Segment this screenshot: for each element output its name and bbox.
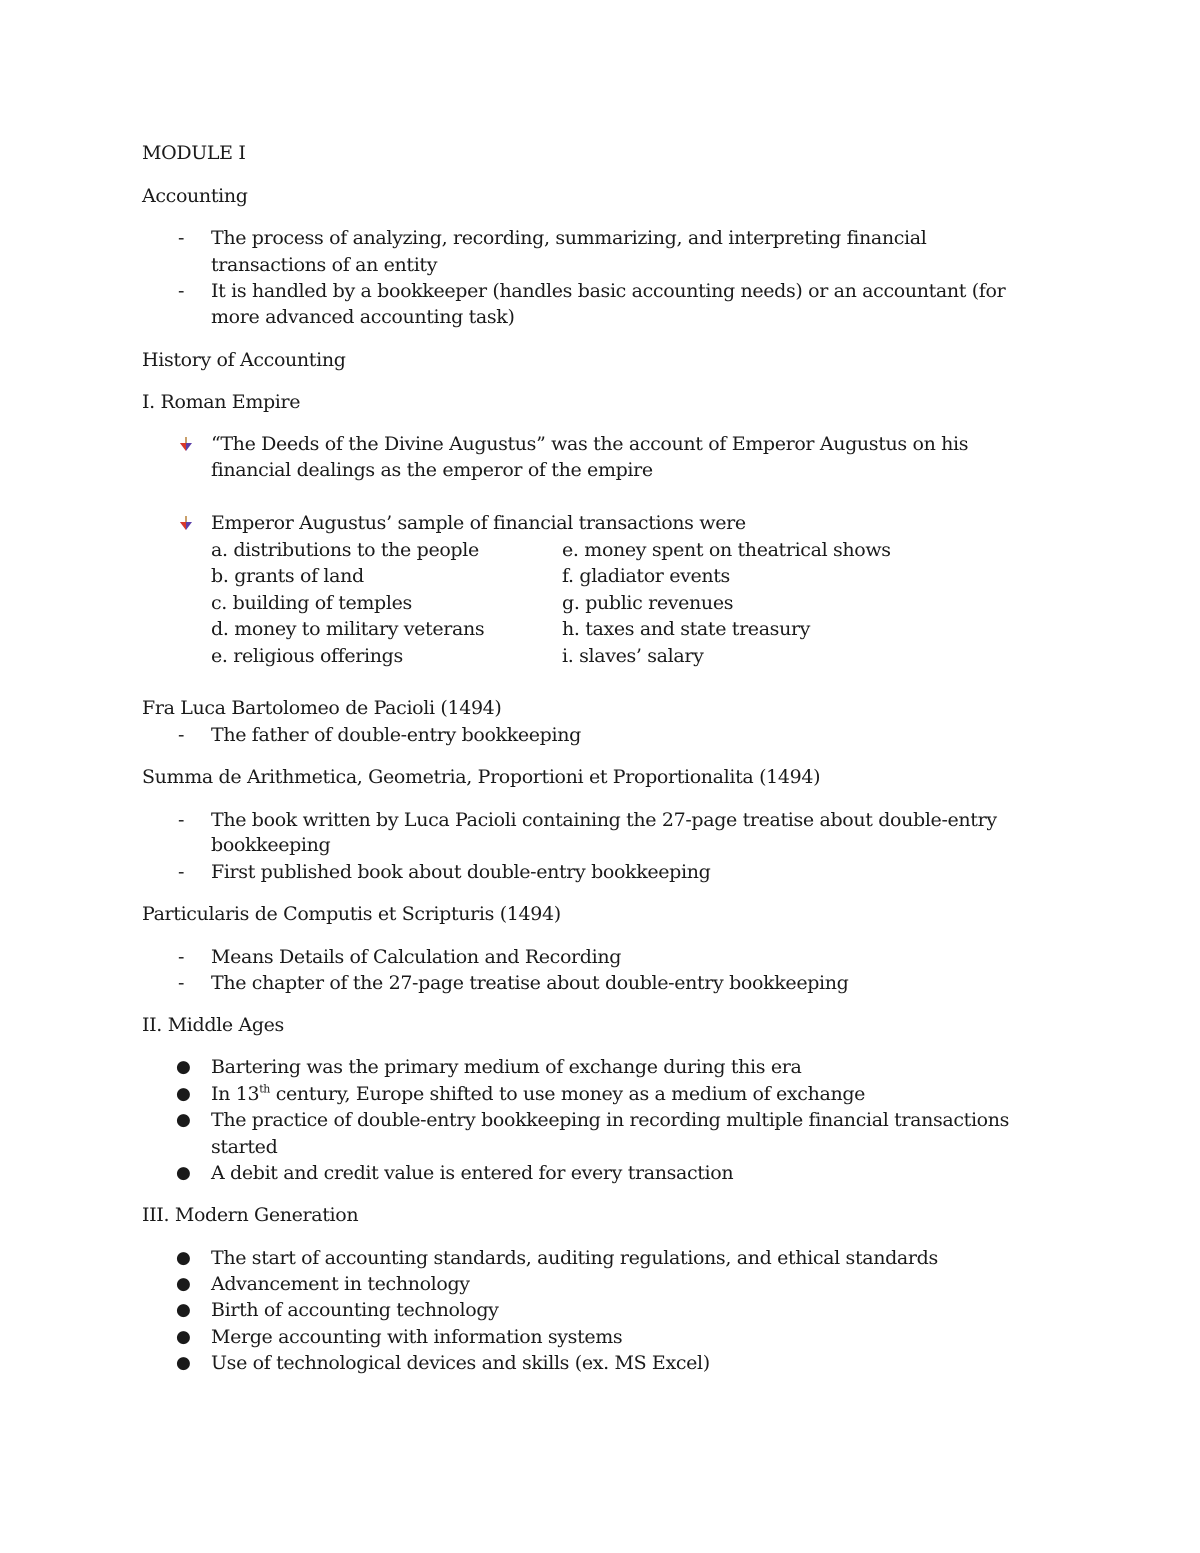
- middle-item-2-pre: In 13: [211, 1083, 260, 1105]
- roman-item-1-line-1: “The Deeds of the Divine Augustus” was the account of Emperor Augustus on his: [211, 433, 969, 455]
- modern-heading: III. Modern Generation: [142, 1204, 359, 1226]
- modern-item: Merge accounting with information systems: [211, 1326, 623, 1348]
- particularis-item-2: The chapter of the 27-page treatise about double-entry bookkeeping: [211, 972, 849, 994]
- middle-item-4: A debit and credit value is entered for every transaction: [211, 1162, 734, 1184]
- accounting-item-2-line-2: more advanced accounting task): [211, 306, 515, 328]
- down-arrow-bullet-icon: [178, 515, 194, 531]
- roman-empire-heading: I. Roman Empire: [142, 391, 301, 413]
- transaction-item: e. religious offerings: [211, 645, 403, 667]
- dash-bullet: -: [178, 809, 185, 831]
- modern-item: Birth of accounting technology: [211, 1299, 499, 1321]
- round-bullet: ●: [176, 1163, 191, 1183]
- round-bullet: ●: [176, 1057, 191, 1077]
- round-bullet: ●: [176, 1327, 191, 1347]
- accounting-item-1-line-1: The process of analyzing, recording, summarizing, and interpreting financial: [211, 227, 927, 249]
- round-bullet: ●: [176, 1084, 191, 1104]
- particularis-heading: Particularis de Computis et Scripturis (1494): [142, 903, 561, 925]
- middle-item-2-sup: th: [259, 1082, 271, 1096]
- summa-heading: Summa de Arithmetica, Geometria, Proportioni et Proportionalita (1494): [142, 766, 821, 788]
- transaction-item: b. grants of land: [211, 565, 364, 587]
- accounting-item-1-line-2: transactions of an entity: [211, 254, 438, 276]
- round-bullet: ●: [176, 1248, 191, 1268]
- middle-ages-heading: II. Middle Ages: [142, 1014, 284, 1036]
- summa-item-1-line-1: The book written by Luca Pacioli containing the 27-page treatise about double-entry: [211, 809, 997, 831]
- roman-item-2: Emperor Augustus’ sample of financial transactions were: [211, 512, 746, 534]
- transaction-item: a. distributions to the people: [211, 539, 479, 561]
- particularis-item-1: Means Details of Calculation and Recording: [211, 946, 622, 968]
- history-heading: History of Accounting: [142, 349, 346, 371]
- modern-item: Advancement in technology: [211, 1273, 470, 1295]
- transaction-item: g. public revenues: [562, 592, 734, 614]
- middle-item-1: Bartering was the primary medium of exchange during this era: [211, 1056, 802, 1078]
- round-bullet: ●: [176, 1110, 191, 1130]
- dash-bullet: -: [178, 280, 185, 302]
- accounting-item-2-line-1: It is handled by a bookkeeper (handles basic accounting needs) or an accountant (for: [211, 280, 1006, 302]
- summa-item-1-line-2: bookkeeping: [211, 834, 331, 856]
- modern-item: The start of accounting standards, auditing regulations, and ethical standards: [211, 1247, 938, 1269]
- dash-bullet: -: [178, 972, 185, 994]
- modern-item: Use of technological devices and skills (ex. MS Excel): [211, 1352, 710, 1374]
- module-title: MODULE I: [142, 142, 246, 164]
- dash-bullet: -: [178, 946, 185, 968]
- dash-bullet: -: [178, 861, 185, 883]
- round-bullet: ●: [176, 1274, 191, 1294]
- middle-item-3-line-2: started: [211, 1136, 278, 1158]
- middle-item-3-line-1: The practice of double-entry bookkeeping in recording multiple financial transactions: [211, 1109, 1010, 1131]
- round-bullet: ●: [176, 1300, 191, 1320]
- summa-item-2: First published book about double-entry bookkeeping: [211, 861, 711, 883]
- pacioli-heading: Fra Luca Bartolomeo de Pacioli (1494): [142, 697, 502, 719]
- pacioli-item: The father of double-entry bookkeeping: [211, 724, 581, 746]
- dash-bullet: -: [178, 724, 185, 746]
- roman-item-1-line-2: financial dealings as the emperor of the empire: [211, 459, 653, 481]
- down-arrow-bullet-icon: [178, 436, 194, 452]
- accounting-heading: Accounting: [142, 185, 248, 207]
- transaction-item: e. money spent on theatrical shows: [562, 539, 891, 561]
- transaction-item: h. taxes and state treasury: [562, 618, 811, 640]
- transaction-item: i. slaves’ salary: [562, 645, 704, 667]
- transaction-item: c. building of temples: [211, 592, 412, 614]
- round-bullet: ●: [176, 1353, 191, 1373]
- transaction-item: d. money to military veterans: [211, 618, 485, 640]
- middle-item-2-post: century, Europe shifted to use money as a medium of exchange: [270, 1083, 866, 1105]
- middle-item-2: [211, 1081, 865, 1107]
- transaction-item: f. gladiator events: [562, 565, 730, 587]
- dash-bullet: -: [178, 227, 185, 249]
